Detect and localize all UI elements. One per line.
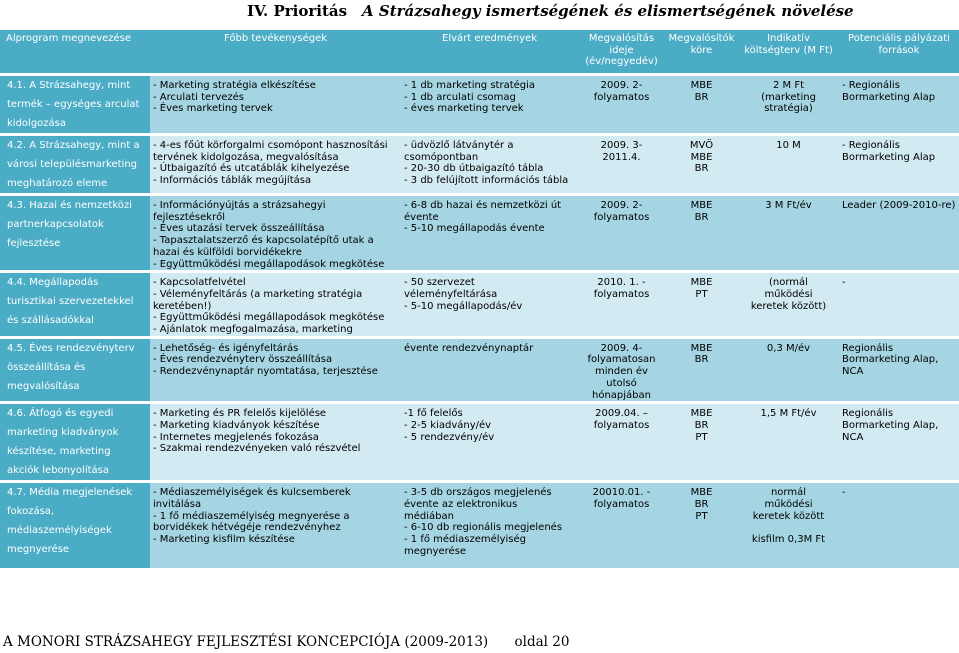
cell-line: évente az elektronikus [404,498,518,510]
activities-cell [150,195,401,272]
cell-line: NCA [842,431,864,443]
table-row [0,272,959,338]
results-cell [401,403,578,482]
cell-line: - éves marketing tervek [404,103,524,115]
cell-line: véleményfeltárása [404,288,498,300]
cell-line: - Kapcsolatfelvétel [153,277,246,289]
cell-line: keretek között) [750,300,827,312]
subprogram-cell [0,337,150,403]
cell-line: 2009. 2- [600,80,643,91]
action-plan-table [0,30,959,571]
cell-line: városi településmarketing [7,159,138,170]
activities-cell [150,75,401,135]
cell-line: 2009. 3- [600,140,643,151]
cell-line: utolsó [606,377,637,389]
table-row [0,135,959,195]
cell-line: Leader (2009-2010-re) [842,200,956,211]
cell-line: 4.2. A Strázsahegy, mint a [7,140,140,151]
time-cell [578,135,665,195]
page-heading [0,0,959,26]
cell-line: - Együttműködési megállapodások megkötése [153,258,385,270]
cell-line: - Médiaszemélyiségek és kulcsemberek [153,487,351,499]
cell-line: - 5-10 megállapodás/év [404,300,523,312]
cell-line: BR [694,163,709,175]
cell-line: - [842,487,846,499]
cell-line: MVÖ [689,140,714,151]
cell-line: megnyerése [7,544,70,556]
cell-line: 4.1. A Strázsahegy, mint [7,80,131,91]
cell-line: MBE [690,80,713,91]
cell-line: fokozása, [7,506,55,518]
cell-line: MBE [690,200,713,211]
cell-line: invitálása [153,498,202,510]
cell-line: évente [404,211,439,223]
subprogram-cell [0,482,150,570]
table-row [0,195,959,272]
sources-cell [839,135,959,195]
cell-line: PT [695,431,708,443]
cell-line: tervének kidolgozása, megvalósítása [153,151,339,163]
col-header-results: Elvárt eredmények [401,30,578,75]
col-header-sources: Potenciális pályázati források [839,30,959,75]
cell-line: - 1 db marketing stratégia [404,80,536,91]
actors-cell [665,403,738,482]
cell-line: BR [694,91,709,103]
cell-line: - Információnyújtás a strázsahegyi [153,200,326,211]
cell-line: folyamatos [593,419,650,431]
cell-line: MBE [690,342,713,354]
cell-line: - Rendezvénynaptár nyomtatása, terjesztése [153,366,378,378]
cell-line: termék – egységes arculat [7,99,140,110]
cell-line: - Éves rendezvényterv összeállítása [153,354,333,366]
cell-line: folyamatos [593,91,650,103]
cell-line: - [842,277,846,289]
cell-line: 4.7. Média megjelenések [7,487,133,499]
cell-line: - 3 db felújított információs tábla [404,175,569,187]
cell-line: BR [694,354,709,366]
subprogram-cell [0,272,150,338]
cost-cell [738,75,839,135]
cell-line: 4.5. Éves rendezvényterv [7,342,135,354]
results-cell [401,337,578,403]
activities-cell [150,272,401,338]
cell-line: Bormarketing Alap [842,151,936,163]
cell-line: folyamatos [593,498,650,510]
cell-line: Regionális [842,408,894,420]
cell-line: 2 M Ft [772,80,805,91]
cell-line: (normál [769,277,808,289]
subprogram-cell [0,135,150,195]
page-footer [3,633,569,653]
actors-cell [665,272,738,338]
cost-cell [738,403,839,482]
priority-number: IV. Prioritás [247,2,348,20]
cell-line: - Együttműködési megállapodások megkötése [153,312,385,324]
table-body [0,75,959,570]
cell-line: - Éves marketing tervek [153,103,273,115]
subprogram-cell [0,195,150,272]
cell-line: BR [694,498,709,510]
cell-line: - 6-8 db hazai és nemzetközi út [404,200,562,211]
cell-line: - Éves utazási tervek összeállítása [153,223,325,235]
cell-line: stratégia) [764,103,813,115]
cost-cell [738,272,839,338]
cell-line: fejlesztése [7,238,61,249]
cell-line: - Internetes megjelenés fokozása [153,431,319,443]
cell-line: marketing kiadványok [7,427,119,439]
cell-line: PT [695,288,708,300]
actors-cell [665,195,738,272]
sources-cell [839,482,959,570]
header-row [0,30,959,75]
sources-cell [839,272,959,338]
cell-line: működési [764,498,813,510]
cell-line: 3 M Ft/év [765,200,812,211]
cell-line: Bormarketing Alap, [842,354,939,366]
col-header-cost: Indikatív költségterv (M Ft) [738,30,839,75]
cell-line: folyamatos [593,211,650,223]
col-header-activities: Főbb tevékenységek [150,30,401,75]
cell-line: 4.4. Megállapodás [7,277,99,289]
actors-cell [665,337,738,403]
cell-line: MBE [690,151,713,163]
cell-line: 2010. 1. - [597,277,646,289]
activities-cell [150,482,401,570]
cell-line: - Marketing kiadványok készítése [153,419,320,431]
cell-line: 0,3 M/év [766,342,811,354]
cell-line: 20010.01. - [592,487,651,499]
cell-line: - Véleményfeltárás (a marketing stratégia [153,288,363,300]
cell-line: MBE [690,487,713,499]
cell-line [741,522,836,534]
cell-line: 2009. 2- [600,200,643,211]
cell-line: - Marketing kisfilm készítése [153,534,295,546]
cell-line: minden év [595,366,648,378]
table-row [0,403,959,482]
cell-line: hazai és külföldi borvidékekre [153,246,302,258]
activities-cell [150,337,401,403]
cell-line: 4.3. Hazai és nemzetközi [7,200,132,211]
actors-cell [665,135,738,195]
footer-page-number: oldal 20 [514,634,570,650]
sources-cell [839,337,959,403]
cell-line: - 3-5 db országos megjelenés [404,487,552,499]
cell-line: - 5 rendezvény/év [404,431,495,443]
cell-line: BR [694,211,709,223]
time-cell [578,403,665,482]
actors-cell [665,75,738,135]
cell-line: (marketing [761,91,816,103]
cost-cell [738,482,839,570]
cell-line: normál [770,487,807,499]
cell-line: kisfilm 0,3M Ft [751,534,826,546]
time-cell [578,195,665,272]
cell-line: -1 fő felelős [404,408,463,420]
cell-line: MBE [690,277,713,289]
cell-line: Bormarketing Alap, [842,419,939,431]
cell-line: MBE [690,408,713,420]
col-header-actors: Megvalósítók köre [665,30,738,75]
cell-line: BR [694,419,709,431]
cell-line: évente rendezvénynaptár [404,342,534,354]
cell-line: meghatározó eleme [7,178,108,189]
results-cell [401,482,578,570]
priority-title: A Strázsahegy ismertségének és elismertségének növelése [362,2,854,20]
col-header-time: Megvalósítás ideje (év/negyedév) [578,30,665,75]
cell-line: csomópontban [404,151,479,163]
cost-cell [738,195,839,272]
cost-cell [738,337,839,403]
table-row [0,75,959,135]
cell-line: és szállásadókkal [7,315,94,327]
cell-line: - Szakmai rendezvényeken való részvétel [153,443,361,455]
cell-line: - Marketing stratégia elkészítése [153,80,316,91]
activities-cell [150,135,401,195]
cell-line: folyamatosan [587,354,656,366]
cell-line: 2009.04. – [595,408,648,420]
cell-line: 2009. 4- [600,342,643,354]
actors-cell [665,482,738,570]
cell-line: megvalósítása [7,380,80,392]
cell-line: folyamatos [593,288,650,300]
cell-line: 10 M [776,140,801,151]
cell-line: - Tapasztalatszerző és kapcsolatépítő utak a [153,235,374,247]
cell-line: 4.6. Átfogó és egyedi [7,408,114,420]
cell-line: működési [764,288,813,300]
time-cell [578,272,665,338]
cell-line: - Lehetőség- és igényfeltárás [153,342,299,354]
cell-line: - Információs táblák megújítása [153,175,312,187]
table-row [0,337,959,403]
cell-line: hónapjában [592,389,651,401]
cell-line: - Regionális [842,80,900,91]
time-cell [578,337,665,403]
cell-line: akciók lebonyolítása [7,465,109,477]
subprogram-cell [0,403,150,482]
cell-line: megnyerése [404,545,467,557]
cell-line: - 20-30 db útbaigazító tábla [404,163,544,175]
cell-line: készítése, marketing [7,446,111,458]
activities-cell [150,403,401,482]
cell-line: 2011.4. [602,151,641,163]
sources-cell [839,195,959,272]
col-header-subprogram: Alprogram megnevezése [0,30,150,75]
cell-line: turisztikai szervezetekkel [7,296,134,308]
cell-line: - 1 fő médiaszemélyiség megnyerése a [153,510,350,522]
cell-line: összeállítása és [7,361,86,373]
results-cell [401,75,578,135]
cell-line: partnerkapcsolatok [7,219,104,230]
results-cell [401,272,578,338]
time-cell [578,482,665,570]
cell-line: borvidékek hétvégéje rendezvényhez [153,522,341,534]
time-cell [578,75,665,135]
cell-line: - 1 db arculati csomag [404,91,516,103]
cell-line: - 4-es főút körforgalmi csomópont hasznosítási [153,140,388,151]
cell-line: médiában [404,510,454,522]
sources-cell [839,75,959,135]
cell-line: - 2-5 kiadvány/év [404,419,492,431]
cell-line: NCA [842,366,864,378]
cell-line: fejlesztésekről [153,211,226,223]
cell-line: - 6-10 db regionális megjelenés [404,522,563,534]
cell-line: kidolgozása [7,118,66,129]
cell-line: - üdvözlő látványtér a [404,140,514,151]
subprogram-cell [0,75,150,135]
cell-line: Bormarketing Alap [842,91,936,103]
cell-line: keretében!) [153,300,212,312]
cell-line: - Regionális [842,140,900,151]
results-cell [401,195,578,272]
cell-line: - Útbaigazító és utcatáblák kihelyezése [153,163,350,175]
cell-line: médiaszemélyiségek [7,525,112,537]
cell-line: - Marketing és PR felelős kijelölése [153,408,327,420]
cell-line: PT [695,510,708,522]
sources-cell [839,403,959,482]
table-row [0,482,959,570]
cell-line: 1,5 M Ft/év [760,408,817,420]
cell-line: - 1 fő médiaszemélyiség [404,534,526,546]
cell-line: Regionális [842,342,894,354]
cell-line: - 50 szervezet [404,277,475,289]
cell-line: keretek között [752,510,825,522]
results-cell [401,135,578,195]
cost-cell [738,135,839,195]
cell-line: - Ajánlatok megfogalmazása, marketing [153,324,353,336]
cell-line: - Arculati tervezés [153,91,245,103]
cell-line: - 5-10 megállapodás évente [404,223,545,235]
footer-document-title: A MONORI STRÁZSAHEGY FEJLESZTÉSI KONCEPCIÓJA (2009-2013) [3,634,489,650]
